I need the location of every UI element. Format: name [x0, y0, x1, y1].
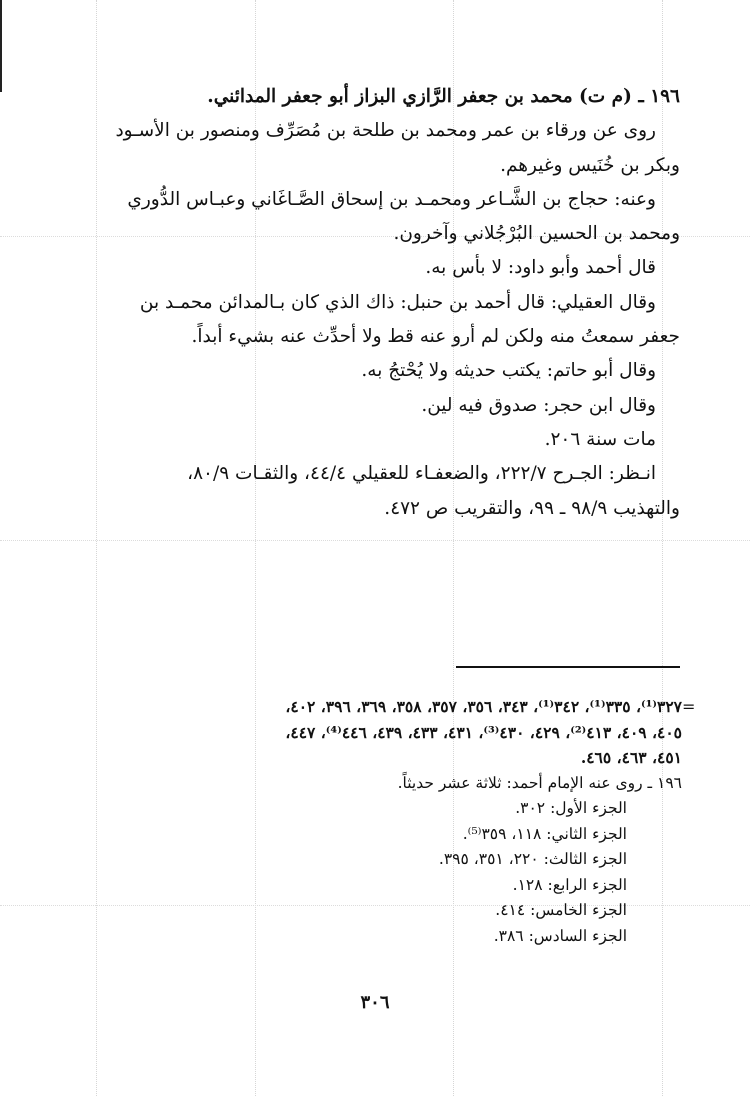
footnote-part-line: الجزء الثالث: ٢٢٠، ٣٥١، ٣٩٥.	[438, 850, 627, 868]
quote-ahmad: قال أحمد وأبو داود: لا بأس به.	[425, 257, 656, 279]
narrators-line: وعنه: حجاج بن الشَّـاعر ومحمـد بن إسحاق الصَّـاغَاني وعبـاس الدُّوري	[127, 188, 656, 210]
page-number: ٣٠٦	[360, 992, 390, 1013]
quote-uqayli: وقال العقيلي: قال أحمد بن حنبل: ذاك الذي كان بـالمدائن محمـد بن	[139, 291, 656, 313]
narrated-from-line: روى عن ورقاء بن عمر ومحمد بن طلحة بن مُصَرِّف ومنصور بن الأسـود	[115, 120, 656, 142]
footnote-separator	[456, 666, 680, 668]
footnote-part-line: الجزء الرابع: ١٢٨.	[512, 875, 627, 894]
references-line: والتهذيب ٩٨/٩ ـ ٩٩، والتقريب ص ٤٧٢.	[384, 497, 680, 519]
footnote-continuation-line: ٤٠٥، ٤٠٩، ٤١٣⁽²⁾، ٤٢٩، ٤٣٠⁽³⁾، ٤٣١، ٤٣٣، ٤٣٩، ٤٤٦⁽⁴⁾، ٤٤٧،	[285, 722, 682, 742]
biography-entry	[60, 80, 680, 526]
footnote-continuation-line: ٣٢٧⁽¹⁾، ٣٣٥⁽¹⁾، ٣٤٢⁽¹⁾، ٣٤٣، ٣٥٦، ٣٥٧، ٣٥٨، ٣٦٩، ٣٩٦، ٤٠٢،	[285, 697, 682, 716]
quote-abu-hatim: وقال أبو حاتم: يكتب حديثه ولا يُحْتجُ به.	[361, 360, 656, 382]
footnote-part-line: الجزء الأول: ٣٠٢.	[515, 799, 627, 817]
footnote-continuation-line: ٤٥١، ٤٦٣، ٤٦٥.	[580, 748, 682, 767]
narrators-line: ومحمد بن الحسين البُرْجُلاني وآخرون.	[393, 223, 680, 245]
footnote-part-line: الجزء السادس: ٣٨٦.	[493, 926, 627, 945]
quote-ibn-hajar: وقال ابن حجر: صدوق فيه لين.	[421, 394, 656, 416]
footnotes	[70, 694, 696, 949]
quote-uqayli: جعفر سمعتُ منه ولكن لم أرو عنه قط ولا أحدِّث عنه بشيء أبداً.	[191, 326, 680, 348]
footnote-part-line: الجزء الخامس: ٤١٤.	[495, 901, 627, 919]
continuation-mark: =	[682, 697, 696, 716]
scan-guide	[0, 540, 750, 541]
scan-edge-mark	[0, 0, 2, 92]
narrated-from-line: وبكر بن خُنَيس وغيرهم.	[500, 154, 680, 176]
footnote-196-heading: ١٩٦ ـ روى عنه الإمام أحمد: ثلاثة عشر حديثاً.	[397, 773, 682, 792]
entry-title: ١٩٦ ـ (م ت) محمد بن جعفر الرَّازي البزاز أبو جعفر المدائني.	[207, 86, 680, 107]
death-year: مات سنة ٢٠٦.	[544, 428, 656, 450]
footnote-part-line: الجزء الثاني: ١١٨، ٣٥٩⁽⁵⁾.	[462, 824, 627, 843]
references-line: انـظر: الجـرح ٢٢٢/٧، والضعفـاء للعقيلي ٤٤/٤، والثقـات ٨٠/٩،	[187, 463, 656, 485]
